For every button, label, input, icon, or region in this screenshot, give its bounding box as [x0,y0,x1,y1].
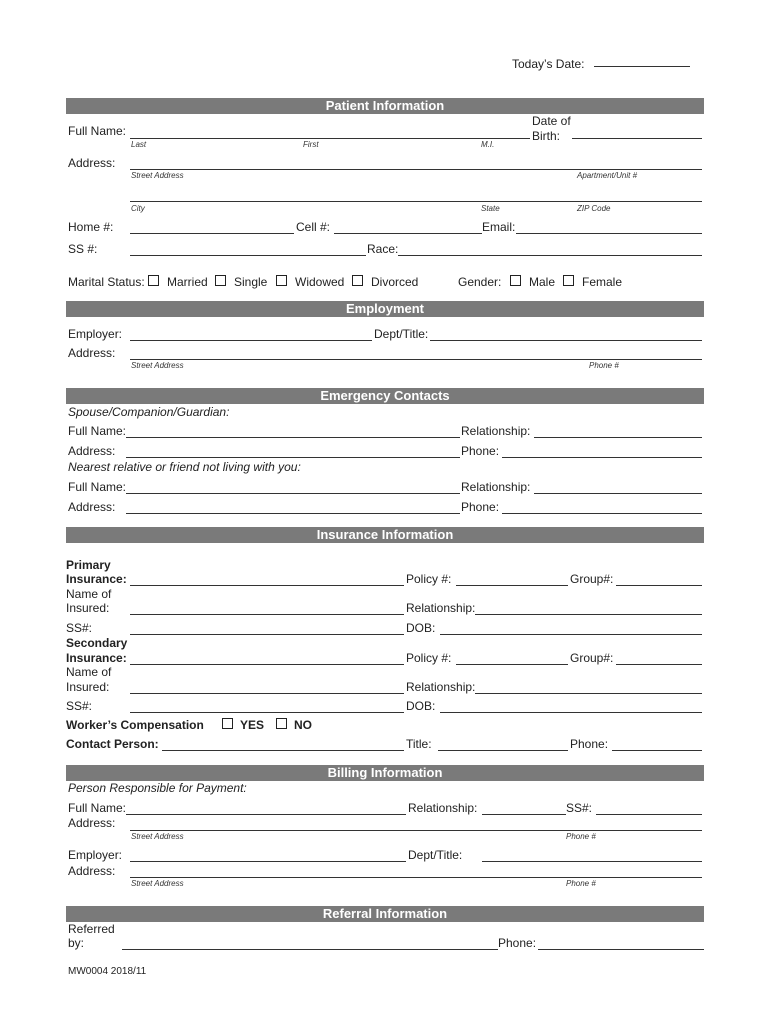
sub-phone: Phone # [589,361,619,370]
ss-label: SS #: [68,242,98,256]
primary-dob-field[interactable] [440,634,702,635]
contact-title-label: Title: [406,737,432,751]
billing-relationship-field[interactable] [482,814,566,815]
relative-full-name-field[interactable] [126,493,460,494]
full-name-field[interactable] [130,138,530,139]
billing-dept-label: Dept/Title: [408,848,463,862]
name-of-insured-label-1: Name of [66,587,112,601]
referral-phone-label: Phone: [498,936,537,950]
primary-policy-label: Policy #: [406,572,452,586]
sub-street: Street Address [131,832,184,841]
contact-phone-field[interactable] [612,750,702,751]
cell-phone-field[interactable] [334,233,482,234]
ss-field[interactable] [130,255,366,256]
referred-label-2: by: [68,936,85,950]
cell-label: Cell #: [296,220,331,234]
race-field[interactable] [398,255,702,256]
emergency-relationship-label: Relationship: [461,424,531,438]
sub-last: Last [131,140,147,149]
secondary-dob-field[interactable] [440,712,702,713]
secondary-group-field[interactable] [616,664,702,665]
emergency-full-name-label: Full Name: [68,424,127,438]
no-label: NO [294,718,312,732]
contact-person-field[interactable] [162,750,404,751]
primary-group-field[interactable] [616,585,702,586]
contact-person-label: Contact Person: [66,737,159,751]
secondary-policy-label: Policy #: [406,651,452,665]
relative-relationship-field[interactable] [534,493,702,494]
emergency-address-field[interactable] [126,457,460,458]
billing-ss-field[interactable] [596,814,702,815]
yes-label: YES [240,718,265,732]
insurance-info-header: Insurance Information [66,527,704,543]
divorced-checkbox[interactable] [352,275,363,286]
todays-date-field[interactable] [594,66,690,67]
billing-employer-address-label: Address: [68,864,116,878]
relative-address-label: Address: [68,500,116,514]
single-checkbox[interactable] [215,275,226,286]
secondary-policy-field[interactable] [456,664,568,665]
secondary-label-1: Secondary [66,636,128,650]
nearest-relative-caption: Nearest relative or friend not living with you: [68,460,301,474]
home-label: Home #: [68,220,114,234]
name-of-insured-label-2: Insured: [66,601,110,615]
sub-street: Street Address [131,879,184,888]
responsible-caption: Person Responsible for Payment: [68,781,247,795]
referral-info-header: Referral Information [66,906,704,922]
relative-address-field[interactable] [126,513,460,514]
workers-comp-label: Worker’s Compensation [66,718,204,732]
primary-relationship-field[interactable] [475,614,702,615]
secondary-dob-label: DOB: [406,699,436,713]
secondary-relationship-label: Relationship: [406,680,476,694]
secondary-ss-field[interactable] [130,712,404,713]
dept-title-label: Dept/Title: [374,327,429,341]
secondary-group-label: Group#: [570,651,614,665]
billing-ss-label: SS#: [566,801,593,815]
emergency-contacts-header: Emergency Contacts [66,388,704,404]
relative-relationship-label: Relationship: [461,480,531,494]
secondary-relationship-field[interactable] [475,693,702,694]
race-label: Race: [367,242,399,256]
sub-phone: Phone # [566,879,596,888]
secondary-name-of-label-2: Insured: [66,680,110,694]
male-checkbox[interactable] [510,275,521,286]
street-address-field[interactable] [130,169,702,170]
primary-relationship-label: Relationship: [406,601,476,615]
secondary-label-2: Insurance: [66,651,127,665]
female-label: Female [582,275,623,289]
billing-full-name-field[interactable] [126,814,406,815]
city-state-zip-field[interactable] [130,201,702,202]
primary-insurance-field[interactable] [130,585,404,586]
sub-city: City [131,204,145,213]
billing-address-field[interactable] [130,830,702,831]
referral-phone-field[interactable] [538,949,704,950]
workers-comp-yes-checkbox[interactable] [222,718,233,729]
patient-info-header: Patient Information [66,98,704,114]
workers-comp-no-checkbox[interactable] [276,718,287,729]
gender-label: Gender: [458,275,502,289]
todays-date-label: Today’s Date: [512,57,585,71]
address-label: Address: [68,156,116,170]
primary-ss-label: SS#: [66,621,93,635]
secondary-insured-name-field[interactable] [130,693,404,694]
primary-label-2: Insurance: [66,572,127,586]
dob-label-2: Birth: [532,129,561,143]
emergency-relationship-field[interactable] [534,437,702,438]
spouse-caption: Spouse/Companion/Guardian: [68,405,230,419]
dob-field[interactable] [572,138,702,139]
primary-ss-field[interactable] [130,634,404,635]
employment-header: Employment [66,301,704,317]
sub-zip: ZIP Code [577,204,611,213]
secondary-insurance-field[interactable] [130,664,404,665]
sub-mi: M.I. [481,140,495,149]
sub-phone: Phone # [566,832,596,841]
employer-field[interactable] [130,340,372,341]
divorced-label: Divorced [371,275,419,289]
billing-employer-label: Employer: [68,848,123,862]
primary-label-1: Primary [66,558,111,572]
billing-relationship-label: Relationship: [408,801,478,815]
sub-street: Street Address [131,171,184,180]
dob-label-1: Date of [532,114,571,128]
secondary-ss-label: SS#: [66,699,93,713]
employment-address-label: Address: [68,346,116,360]
sub-state: State [481,204,500,213]
widowed-label: Widowed [295,275,345,289]
billing-full-name-label: Full Name: [68,801,127,815]
contact-title-field[interactable] [438,750,568,751]
married-label: Married [167,275,208,289]
dept-title-field[interactable] [430,340,702,341]
marital-status-label: Marital Status: [68,275,145,289]
emergency-address-label: Address: [68,444,116,458]
sub-apartment: Apartment/Unit # [577,171,638,180]
female-checkbox[interactable] [563,275,574,286]
billing-dept-field[interactable] [482,861,702,862]
form-code: MW0004 2018/11 [68,966,147,977]
email-label: Email: [482,220,516,234]
male-label: Male [529,275,556,289]
relative-phone-label: Phone: [461,500,500,514]
billing-employer-address-field[interactable] [130,877,702,878]
referred-label-1: Referred [68,922,115,936]
referred-by-field[interactable] [122,949,498,950]
relative-phone-field[interactable] [502,513,702,514]
billing-address-label: Address: [68,816,116,830]
relative-full-name-label: Full Name: [68,480,127,494]
primary-dob-label: DOB: [406,621,436,635]
secondary-name-of-label-1: Name of [66,665,112,679]
emergency-phone-field[interactable] [502,457,702,458]
sub-street: Street Address [131,361,184,370]
single-label: Single [234,275,268,289]
full-name-label: Full Name: [68,124,127,138]
employer-label: Employer: [68,327,123,341]
emergency-full-name-field[interactable] [126,437,460,438]
contact-phone-label: Phone: [570,737,609,751]
home-phone-field[interactable] [130,233,294,234]
married-checkbox[interactable] [148,275,159,286]
email-field[interactable] [516,233,702,234]
primary-policy-field[interactable] [456,585,568,586]
emergency-phone-label: Phone: [461,444,500,458]
primary-insured-name-field[interactable] [130,614,404,615]
billing-info-header: Billing Information [66,765,704,781]
sub-first: First [303,140,319,149]
widowed-checkbox[interactable] [276,275,287,286]
employment-address-field[interactable] [130,359,702,360]
billing-employer-field[interactable] [130,861,406,862]
primary-group-label: Group#: [570,572,614,586]
